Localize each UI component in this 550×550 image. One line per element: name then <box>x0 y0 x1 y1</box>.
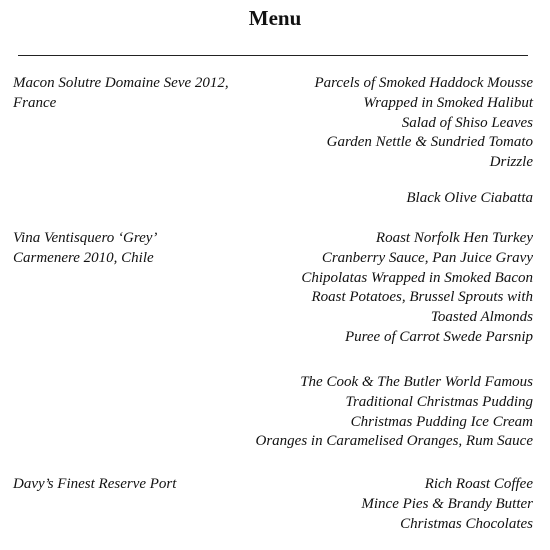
course-4-dishes <box>256 373 533 452</box>
dish-line: Roast Potatoes, Brussel Sprouts with <box>311 289 533 306</box>
dish-line: Salad of Shiso Leaves <box>401 114 533 131</box>
dish-line: Black Olive Ciabatta <box>406 190 533 206</box>
wine-pairing-1 <box>13 74 229 114</box>
wine-pairing-2 <box>13 229 157 269</box>
dish-line: Cranberry Sauce, Pan Juice Gravy <box>321 249 533 266</box>
dish-line: Parcels of Smoked Haddock Mousse <box>314 75 533 91</box>
wine-pairing-3 <box>13 475 176 495</box>
dish-line: Puree of Carrot Swede Parsnip <box>344 328 533 345</box>
course-1-dishes <box>314 74 533 173</box>
menu-title: Menu <box>248 6 302 30</box>
course-3-dishes <box>301 229 533 348</box>
course-2-dishes <box>406 189 533 209</box>
dish-line: Traditional Christmas Pudding <box>345 393 533 410</box>
dish-line: The Cook & The Butler World Famous <box>300 374 533 390</box>
dish-line: Chipolatas Wrapped in Smoked Bacon <box>301 269 533 286</box>
dish-line: Garden Nettle & Sundried Tomato <box>326 134 533 151</box>
dish-line: Roast Norfolk Hen Turkey <box>375 230 533 246</box>
dish-line: Mince Pies & Brandy Butter <box>361 495 533 512</box>
dish-line: Rich Roast Coffee <box>424 476 533 492</box>
title-divider <box>18 55 528 56</box>
dish-line: Drizzle <box>489 154 533 171</box>
dish-line: Wrapped in Smoked Halibut <box>363 94 533 111</box>
wine-line: Carmenere 2010, Chile <box>13 249 154 266</box>
dish-line: Toasted Almonds <box>430 309 533 326</box>
wine-line: Davy’s Finest Reserve Port <box>13 476 177 492</box>
course-5-dishes <box>361 475 533 534</box>
dish-line: Christmas Pudding Ice Cream <box>350 413 533 430</box>
wine-line: Vina Ventisquero ‘Grey’ <box>13 230 158 246</box>
wine-line: Macon Solutre Domaine Seve 2012, <box>13 75 229 91</box>
wine-line: France <box>13 94 57 111</box>
dish-line: Oranges in Caramelised Oranges, Rum Sauce <box>255 433 533 450</box>
dish-line: Christmas Chocolates <box>400 515 533 532</box>
